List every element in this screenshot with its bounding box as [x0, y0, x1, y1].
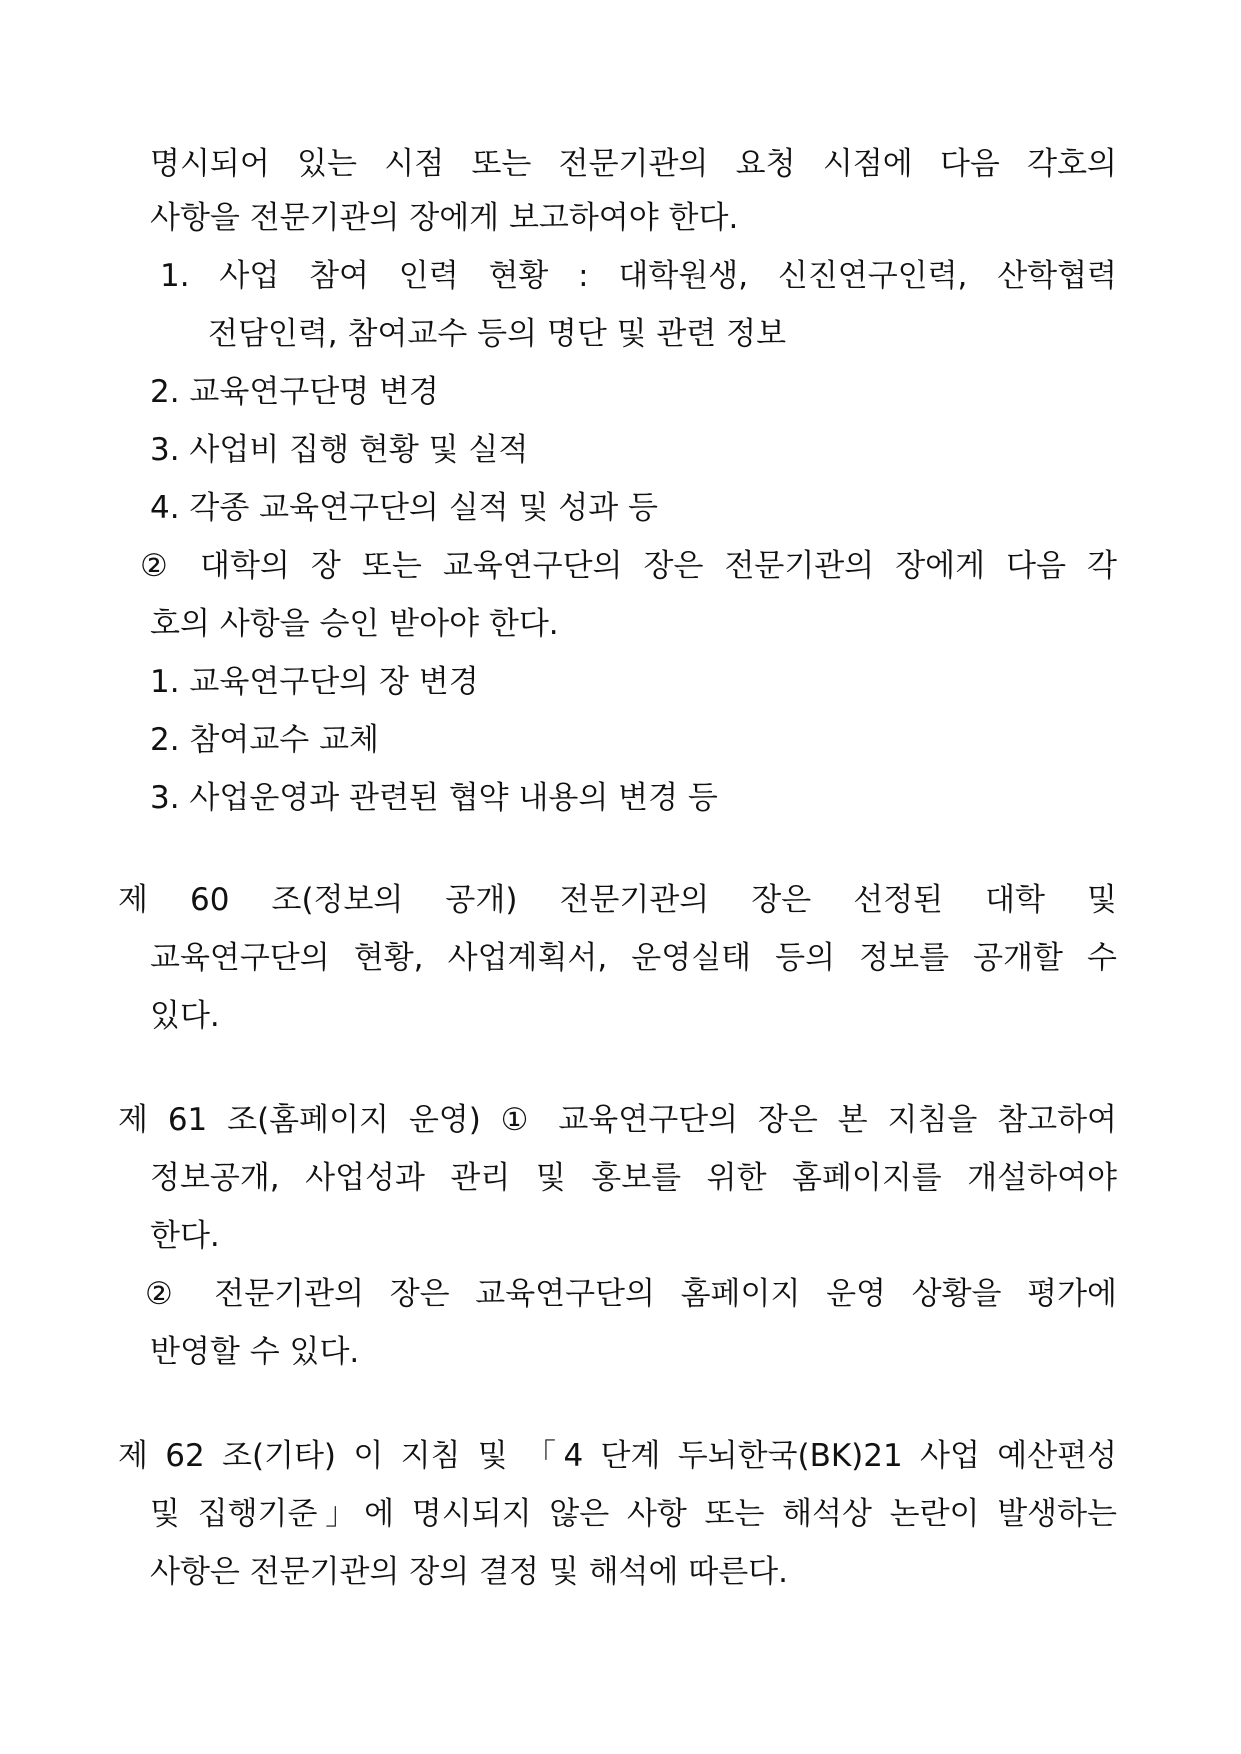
article-60-line: 있다.: [150, 998, 220, 1034]
paragraph-line: 호의 사항을 승인 받아야 한다.: [150, 606, 559, 642]
list-item: 2. 참여교수 교체: [150, 722, 379, 758]
article-62-line: 사항은 전문기관의 장의 결정 및 해석에 따른다.: [150, 1554, 788, 1590]
list-item: 3. 사업비 집행 현황 및 실적: [150, 432, 529, 468]
article-61-line: 정보공개, 사업성과 관리 및 홍보를 위한 홈페이지를 개설하여야: [150, 1160, 1117, 1196]
article-61-line: ② 전문기관의 장은 교육연구단의 홈페이지 운영 상황을 평가에: [145, 1276, 1117, 1312]
article-61-line: 반영할 수 있다.: [150, 1334, 360, 1370]
paragraph-line: 사항을 전문기관의 장에게 보고하여야 한다.: [150, 200, 739, 236]
article-60-line: 교육연구단의 현황, 사업계획서, 운영실태 등의 정보를 공개할 수: [150, 940, 1117, 976]
article-62-line: 및 집행기준」에 명시되지 않은 사항 또는 해석상 논란이 발생하는: [150, 1496, 1117, 1532]
list-item-continuation: 전담인력, 참여교수 등의 명단 및 관련 정보: [208, 316, 787, 352]
article-62-heading-line: 제 62 조(기타) 이 지침 및 「4 단계 두뇌한국(BK)21 사업 예산편성: [118, 1438, 1117, 1474]
paragraph-line: 명시되어 있는 시점 또는 전문기관의 요청 시점에 다음 각호의: [150, 146, 1117, 182]
article-61-line: 한다.: [150, 1218, 220, 1254]
list-item: 1. 교육연구단의 장 변경: [150, 664, 479, 700]
article-60-heading-line: 제 60 조(정보의 공개) 전문기관의 장은 선정된 대학 및: [118, 882, 1117, 918]
list-item: 2. 교육연구단명 변경: [150, 374, 439, 410]
list-item: 1. 사업 참여 인력 현황 : 대학원생, 신진연구인력, 산학협력: [160, 258, 1117, 294]
paragraph-line: ② 대학의 장 또는 교육연구단의 장은 전문기관의 장에게 다음 각: [140, 548, 1117, 584]
list-item: 4. 각종 교육연구단의 실적 및 성과 등: [150, 490, 658, 526]
article-61-heading-line: 제 61 조(홈페이지 운영) ① 교육연구단의 장은 본 지침을 참고하여: [118, 1102, 1117, 1138]
list-item: 3. 사업운영과 관련된 협약 내용의 변경 등: [150, 780, 718, 816]
